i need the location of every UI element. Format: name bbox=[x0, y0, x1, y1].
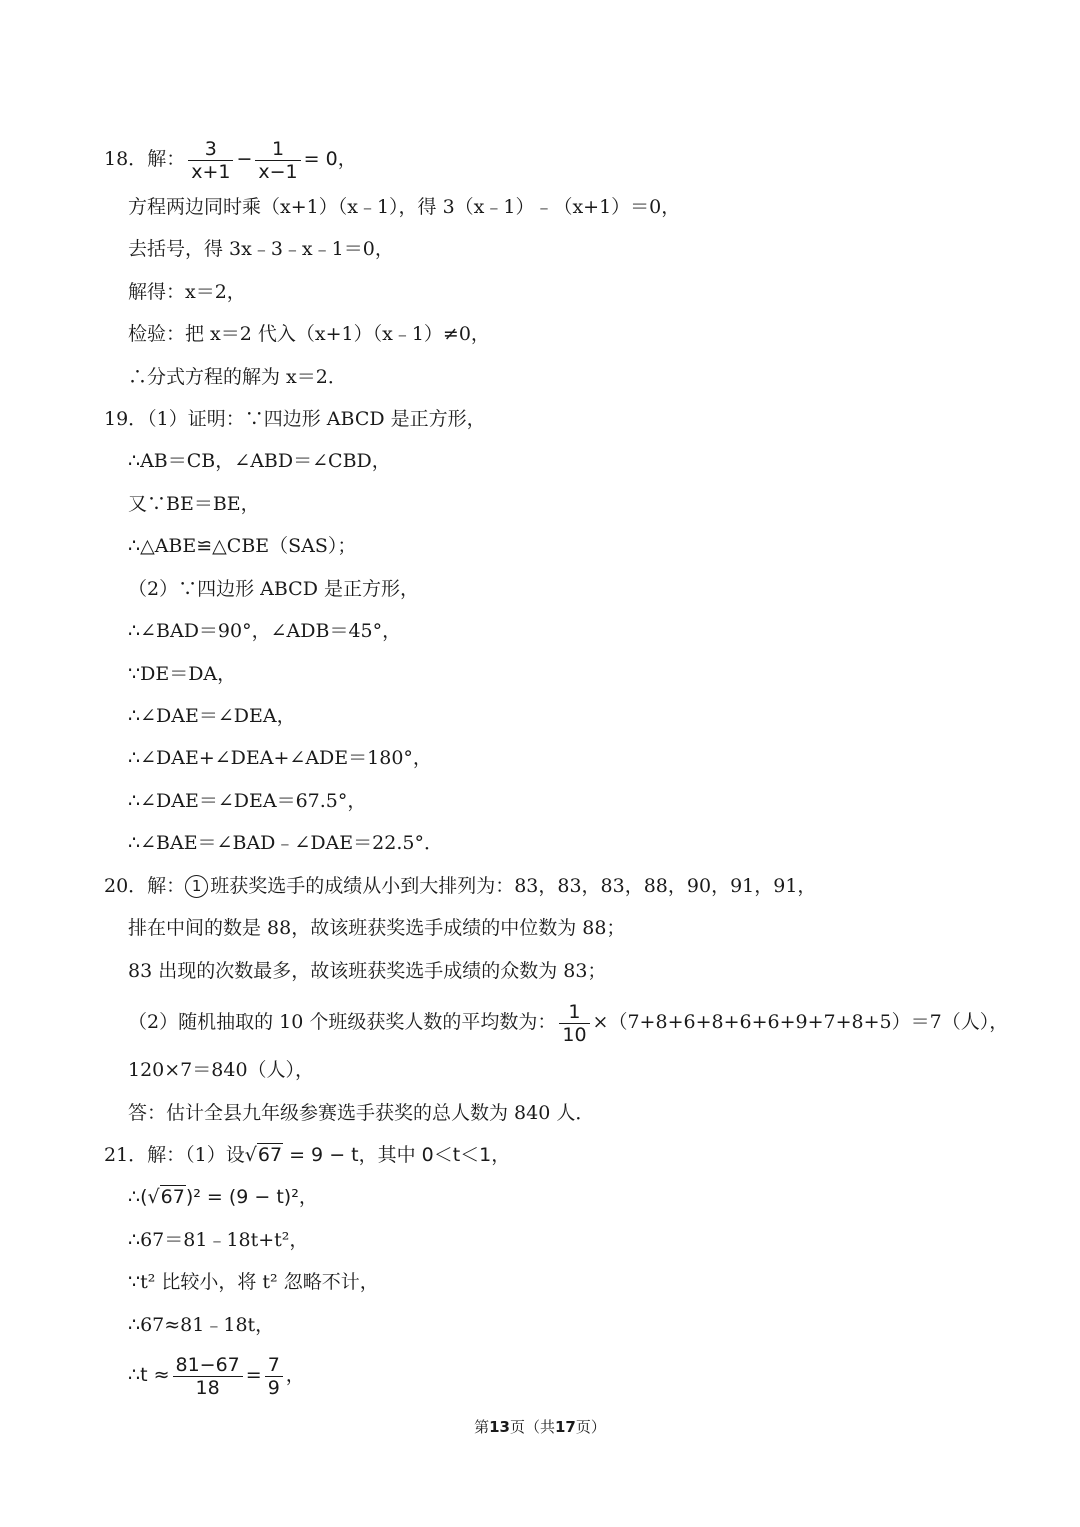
q18-intro: 解： bbox=[147, 148, 186, 170]
q19-line6: ∴∠BAD＝90°，∠ADB＝45°， bbox=[128, 620, 402, 642]
q21-line2: ∴(√67)² = (9 − t)²， bbox=[128, 1186, 318, 1208]
q20-line1: 20．解： 1 班获奖选手的成绩从小到大排列为：83，83，83，88，90，91，91， bbox=[104, 875, 817, 897]
q21-line1: 21．解：（1）设√67 = 9 − t，其中 0＜t＜1， bbox=[104, 1144, 511, 1166]
q18-step5: ∴分式方程的解为 x＝2． bbox=[128, 366, 347, 388]
fraction-3-over-x-plus-1: $\frac{3}{x+1}$ bbox=[188, 138, 233, 183]
q19-line1: 19．（1）证明：∵四边形 ABCD 是正方形， bbox=[104, 408, 486, 430]
q19-line7: ∵DE＝DA， bbox=[128, 663, 237, 685]
circled-number-1: 1 bbox=[185, 875, 208, 898]
q21-line3: ∴67＝81﹣18t+t²， bbox=[128, 1229, 309, 1251]
page-footer: 第13页（共17页） bbox=[474, 1418, 606, 1436]
q19-line5: （2）∵四边形 ABCD 是正方形， bbox=[128, 578, 419, 600]
q19-line10: ∴∠DAE＝∠DEA＝67.5°， bbox=[128, 790, 367, 812]
q21-line4: ∵t² 比较小，将 t² 忽略不计， bbox=[128, 1271, 379, 1293]
page-total: 17 bbox=[555, 1418, 576, 1436]
q19-line9: ∴∠DAE+∠DEA+∠ADE＝180°， bbox=[128, 747, 432, 769]
page-number: 13 bbox=[489, 1418, 510, 1436]
sqrt-symbol: √ bbox=[147, 1186, 160, 1208]
fraction-1-over-x-minus-1: $\frac{1}{x-1}$ bbox=[255, 138, 300, 183]
q20-line4: （2）随机抽取的 10 个班级获奖人数的平均数为： $\frac{1}{10}$ ×（7+8+6+8+6+6+9+7+8+5）＝7（人）， bbox=[128, 1000, 1009, 1046]
fraction-81-minus-67-over-18: $\frac{81-67}{18}$ bbox=[173, 1354, 243, 1399]
q18-number: 18． bbox=[104, 148, 148, 170]
q19-line3: 又∵BE＝BE， bbox=[128, 493, 260, 515]
sqrt-67: 67 bbox=[257, 1144, 283, 1166]
q18-step1: 方程两边同时乘（x+1）（x﹣1），得 3（x﹣1）﹣（x+1）＝0， bbox=[128, 196, 681, 218]
q18-step2: 去括号，得 3x﹣3﹣x﹣1＝0， bbox=[128, 238, 394, 260]
q19-line2: ∴AB＝CB，∠ABD＝∠CBD， bbox=[128, 450, 391, 472]
q21-line6: ∴t ≈ $\frac{81-67}{18}$ = $\frac{7}{9}$ ， bbox=[128, 1353, 305, 1399]
q19-line4: ∴△ABE≌△CBE（SAS）； bbox=[128, 535, 357, 557]
fraction-7-over-9: $\frac{7}{9}$ bbox=[265, 1354, 283, 1399]
q20-line5: 120×7＝840（人）， bbox=[128, 1059, 315, 1081]
q18-header: 18．解： $\frac{3}{x+1}$ − $\frac{1}{x-1}$ = 0， bbox=[104, 137, 357, 183]
q19-line11: ∴∠BAE＝∠BAD﹣∠DAE＝22.5°． bbox=[128, 832, 443, 854]
q19-line8: ∴∠DAE＝∠DEA， bbox=[128, 705, 296, 727]
sqrt-symbol: √ bbox=[244, 1144, 257, 1166]
q20-line3: 83 出现的次数最多，故该班获奖选手成绩的众数为 83； bbox=[128, 960, 607, 982]
q18-step4: 检验：把 x＝2 代入（x+1）（x﹣1）≠0， bbox=[128, 323, 490, 345]
q21-line5: ∴67≈81﹣18t， bbox=[128, 1314, 275, 1336]
q20-line6: 答：估计全县九年级参赛选手获奖的总人数为 840 人． bbox=[128, 1102, 595, 1124]
fraction-1-over-10: $\frac{1}{10}$ bbox=[559, 1001, 589, 1046]
q20-line2: 排在中间的数是 88，故该班获奖选手成绩的中位数为 88； bbox=[128, 917, 626, 939]
q18-step3: 解得：x＝2， bbox=[128, 281, 246, 303]
